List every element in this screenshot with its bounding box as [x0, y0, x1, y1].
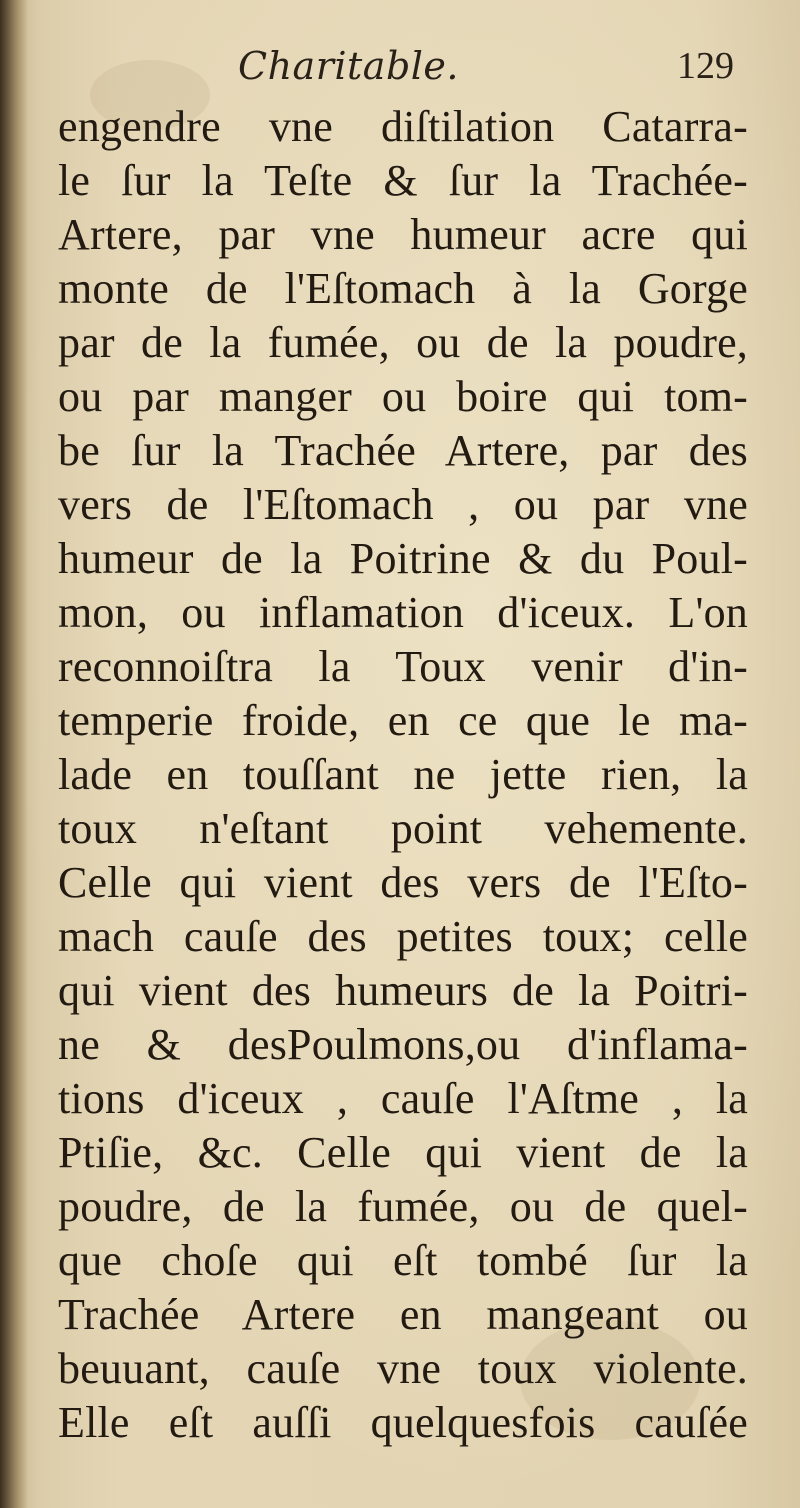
text-line: humeur de la Poitrine & du Poul-: [58, 534, 748, 583]
text-line: Celle qui vient des vers de l'Eſto-: [58, 858, 748, 907]
text-line: qui vient des humeurs de la Poitri-: [58, 966, 748, 1015]
text-line: que choſe qui eſt tombé ſur la: [58, 1236, 748, 1285]
text-line: poudre, de la fumée, ou de quel-: [58, 1182, 748, 1231]
text-line: lade en touſſant ne jette rien, la: [58, 750, 748, 799]
text-line: be ſur la Trachée Artere, par des: [58, 426, 748, 475]
text-line: ne & desPoulmons,ou d'inflama-: [58, 1020, 748, 1069]
text-line: reconnoiſtra la Toux venir d'in-: [58, 642, 748, 691]
text-line: mon, ou inflamation d'iceux. L'on: [58, 588, 748, 637]
page-number: 129: [677, 45, 734, 87]
page-header: [60, 44, 740, 100]
text-line: monte de l'Eſtomach à la Gorge: [58, 264, 748, 313]
binding-gutter: [0, 0, 28, 1508]
text-line: Trachée Artere en mangeant ou: [58, 1290, 748, 1339]
text-line: temperie froide, en ce que le ma-: [58, 696, 748, 745]
text-line: engendre vne diſtilation Catarra-: [58, 102, 748, 151]
text-line: Elle eſt auſſi quelquesfois cauſée: [58, 1398, 748, 1447]
body-text: [58, 100, 748, 1450]
text-line: vers de l'Eſtomach , ou par vne: [58, 480, 748, 529]
text-line: Ptiſie, &c. Celle qui vient de la: [58, 1128, 748, 1177]
running-title: Charitable.: [238, 44, 459, 88]
text-line: par de la fumée, ou de la poudre,: [58, 318, 748, 367]
text-line: le ſur la Teſte & ſur la Trachée-: [58, 156, 748, 205]
text-line: toux n'eſtant point vehemente.: [58, 804, 748, 853]
text-line: ou par manger ou boire qui tom-: [58, 372, 748, 421]
text-line: beuuant, cauſe vne toux violente.: [58, 1344, 748, 1393]
text-line: Artere, par vne humeur acre qui: [58, 210, 748, 259]
text-line: tions d'iceux , cauſe l'Aſtme , la: [58, 1074, 748, 1123]
text-line: mach cauſe des petites toux; celle: [58, 912, 748, 961]
